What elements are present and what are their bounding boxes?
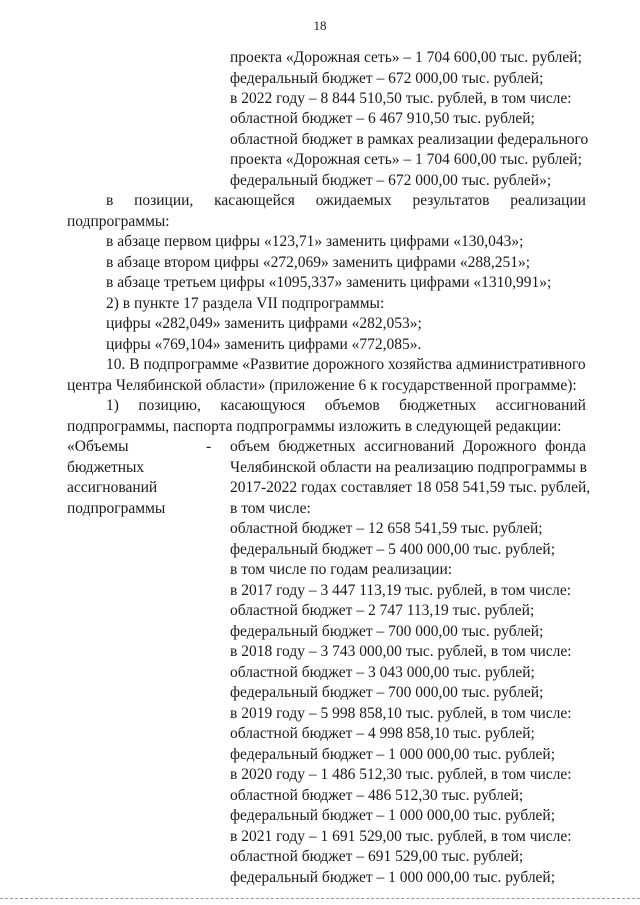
justified-line: [230, 437, 586, 457]
text-line: в абзаце втором цифры «272,069» заменить цифрами «288,251»;: [106, 254, 530, 271]
table-value: областной бюджет – 2 747 113,19 тыс. рублей;: [230, 602, 535, 619]
word: реализации: [510, 192, 586, 209]
text-line: проекта «Дорожная сеть» – 1 704 600,00 тыс. рублей;: [230, 49, 582, 66]
table-value: федеральный бюджет – 1 000 000,00 тыс. рублей;: [230, 807, 556, 824]
table-label: ассигнований: [67, 479, 158, 496]
word: ассигнований: [495, 397, 586, 414]
text-line: подпрограммы:: [67, 213, 170, 230]
table-value: федеральный бюджет – 5 400 000,00 тыс. рублей;: [230, 541, 556, 558]
text-line: 10. В подпрограмме «Развитие дорожного хозяйства административного: [106, 356, 586, 373]
table-dash: -: [206, 438, 212, 455]
text-line: областной бюджет в рамках реализации федерального: [230, 131, 589, 148]
table-value: федеральный бюджет – 700 000,00 тыс. рублей;: [230, 684, 544, 701]
word: касающуюся: [220, 397, 306, 414]
word: объемов: [324, 397, 380, 414]
table-value: в том числе:: [230, 500, 311, 517]
table-value: в 2021 году – 1 691 529,00 тыс. рублей, в том числе:: [230, 828, 572, 845]
text-line: в 2022 году – 8 844 510,50 тыс. рублей, в том числе:: [230, 90, 572, 107]
text-line: подпрограммы, паспорта подпрограммы изложить в следующей редакции:: [67, 418, 562, 435]
table-label: «Объемы: [67, 438, 129, 455]
table-value: в том числе по годам реализации:: [230, 561, 453, 578]
table-value: областной бюджет – 3 043 000,00 тыс. рублей;: [230, 664, 535, 681]
table-value: областной бюджет – 691 529,00 тыс. рублей;: [230, 848, 524, 865]
word: объем: [230, 438, 270, 455]
table-label: бюджетных: [67, 459, 145, 476]
word: бюджетных: [278, 438, 356, 455]
word: 1): [106, 397, 119, 414]
word: в: [106, 192, 114, 209]
text-line: 2) в пункте 17 раздела VII подпрограммы:: [106, 295, 385, 312]
word: касающейся: [214, 192, 295, 209]
table-value: 2017-2022 годах составляет 18 058 541,59 тыс. рублей,: [230, 479, 591, 496]
table-value: в 2018 году – 3 743 000,00 тыс. рублей, в том числе:: [230, 643, 572, 660]
table-value: в 2017 году – 3 447 113,19 тыс. рублей, в том числе:: [230, 582, 572, 599]
text-line: федеральный бюджет – 672 000,00 тыс. рублей»;: [230, 172, 552, 189]
word: ожидаемых: [315, 192, 392, 209]
text-line: в абзаце первом цифры «123,71» заменить цифрами «130,043»;: [106, 233, 524, 250]
word: фонда: [545, 438, 586, 455]
word: Дорожного: [462, 438, 537, 455]
table-value: областной бюджет – 486 512,30 тыс. рублей;: [230, 787, 524, 804]
table-value: федеральный бюджет – 1 000 000,00 тыс. рублей;: [230, 746, 556, 763]
table-value: в 2019 году – 5 998 858,10 тыс. рублей, в том числе:: [230, 705, 572, 722]
table-value: областной бюджет – 12 658 541,59 тыс. рублей;: [230, 520, 543, 537]
word: позицию,: [138, 397, 201, 414]
word: результатов: [412, 192, 490, 209]
scan-edge: [0, 898, 640, 899]
text-line: центра Челябинской области» (приложение 6 к государственной программе):: [67, 377, 577, 394]
text-line: проекта «Дорожная сеть» – 1 704 600,00 тыс. рублей;: [230, 151, 582, 168]
table-value: федеральный бюджет – 1 000 000,00 тыс. рублей;: [230, 869, 556, 886]
page-number: 18: [313, 18, 327, 33]
text-line: цифры «282,049» заменить цифрами «282,053»;: [106, 315, 422, 332]
word: ассигнований: [364, 438, 455, 455]
text-line: цифры «769,104» заменить цифрами «772,085».: [106, 336, 422, 353]
table-value: федеральный бюджет – 700 000,00 тыс. рублей;: [230, 623, 544, 640]
table-value: областной бюджет – 4 998 858,10 тыс. рублей;: [230, 725, 535, 742]
justified-line: [106, 191, 586, 211]
word: позиции,: [134, 192, 194, 209]
word: бюджетных: [399, 397, 477, 414]
table-value: Челябинской области на реализацию подпрограммы в: [230, 459, 587, 476]
table-label: подпрограммы: [67, 500, 166, 517]
justified-line: [106, 396, 586, 416]
text-line: федеральный бюджет – 672 000,00 тыс. рублей;: [230, 70, 544, 87]
text-line: областной бюджет – 6 467 910,50 тыс. рублей;: [230, 110, 535, 127]
text-line: в абзаце третьем цифры «1095,337» заменить цифрами «1310,991»;: [106, 274, 552, 291]
table-value: в 2020 году – 1 486 512,30 тыс. рублей, в том числе:: [230, 766, 572, 783]
